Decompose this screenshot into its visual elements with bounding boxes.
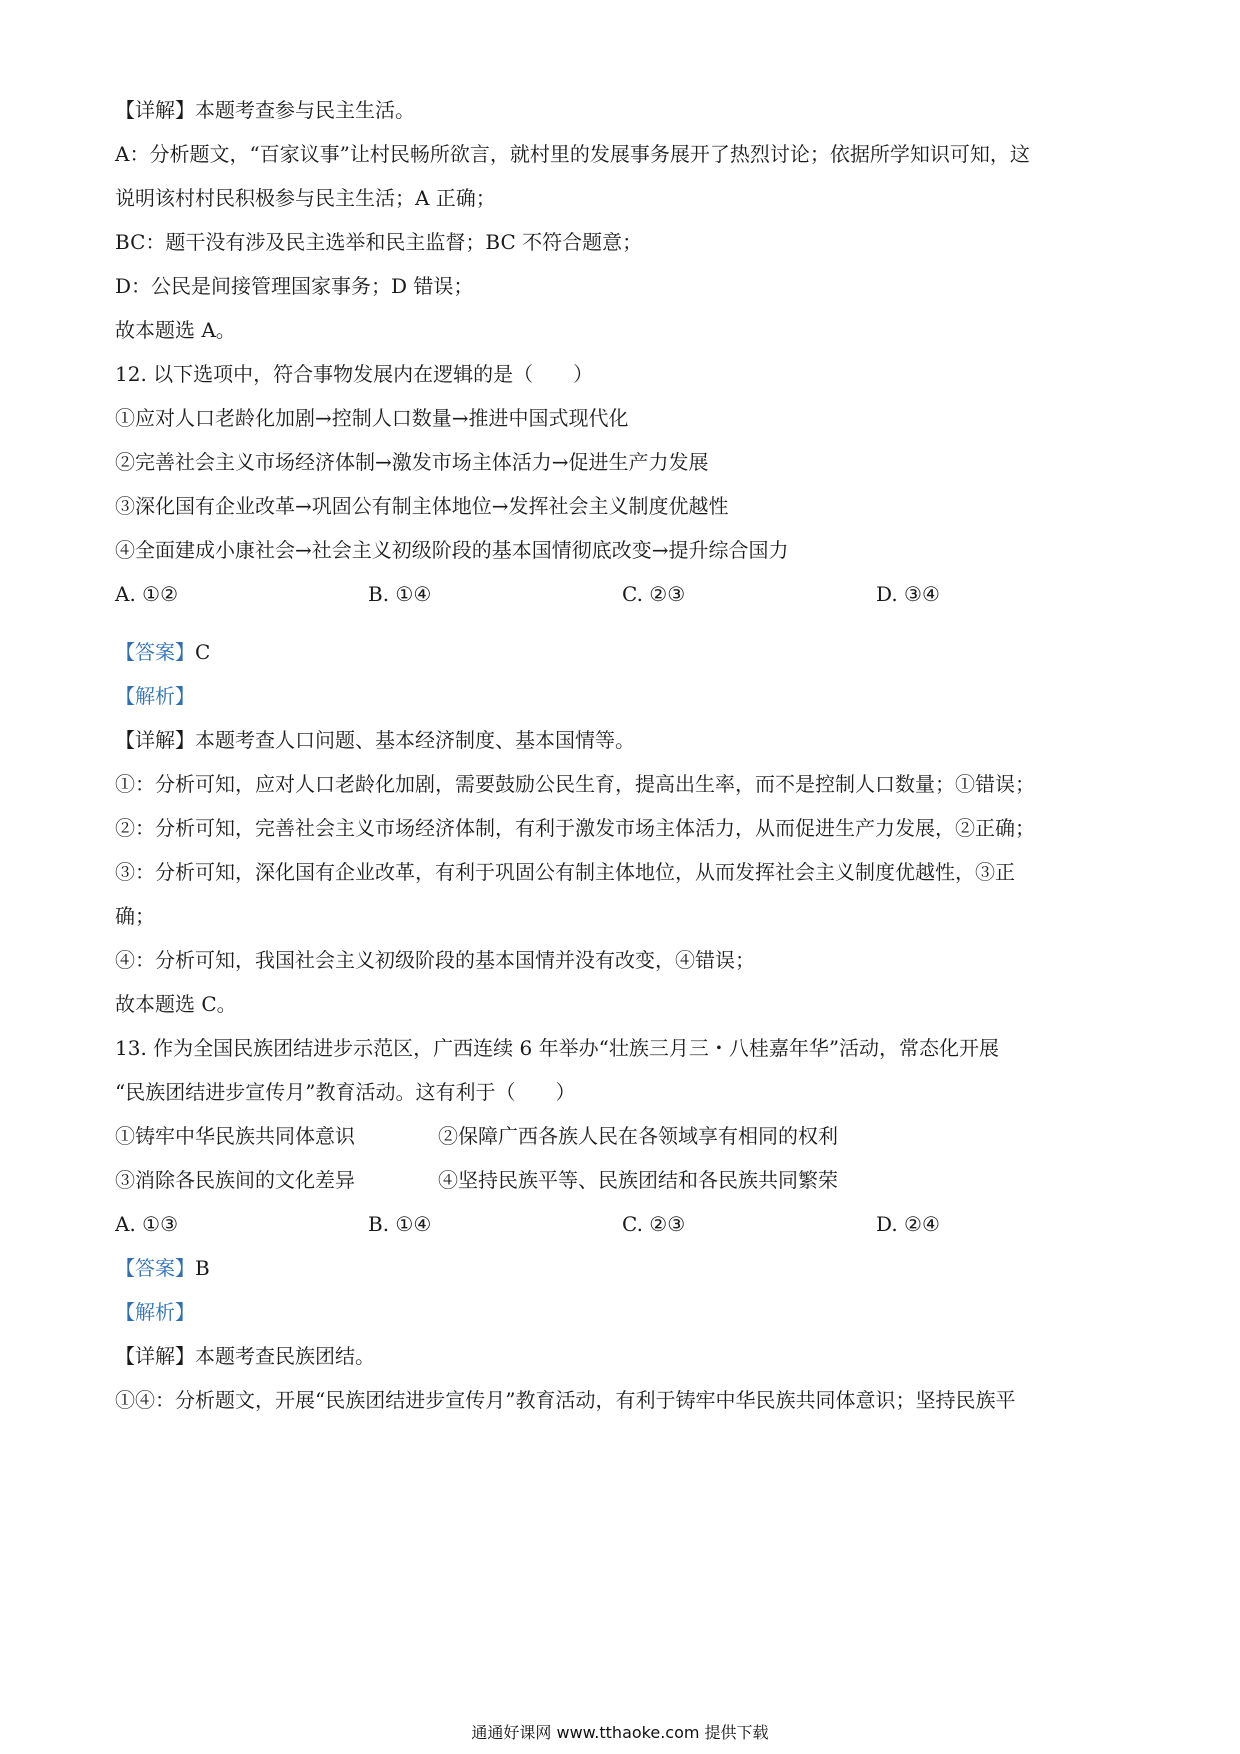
page-footer: 通通好课网 www.tthaoke.com 提供下载 <box>471 1723 769 1742</box>
option-a: A. ①② <box>115 582 179 606</box>
question-item: ③深化国有企业改革→巩固公有制主体地位→发挥社会主义制度优越性 <box>115 494 729 518</box>
explanation-line: 说明该村村民积极参与民主生活；A 正确； <box>115 186 496 210</box>
explanation-line: ②：分析可知，完善社会主义市场经济体制，有利于激发市场主体活力，从而促进生产力发展，②正确； <box>115 816 1035 840</box>
detail-line: 【详解】本题考查参与民主生活。 <box>115 98 415 122</box>
question-12-stem: 12. 以下选项中，符合事物发展内在逻辑的是（ ） <box>115 362 594 386</box>
answer-label: 【答案】 <box>115 640 195 664</box>
analysis-label: 【解析】 <box>115 684 195 708</box>
conclusion-line: 故本题选 C。 <box>115 992 237 1016</box>
option-c: C. ②③ <box>622 582 686 606</box>
question-13-stem: “民族团结进步宣传月”教育活动。这有利于（ ） <box>115 1080 576 1104</box>
explanation-line: BC：题干没有涉及民主选举和民主监督；BC 不符合题意； <box>115 230 643 254</box>
answer-line <box>115 638 210 666</box>
question-item: ③消除各民族间的文化差异 <box>115 1168 355 1192</box>
question-item: ④全面建成小康社会→社会主义初级阶段的基本国情彻底改变→提升综合国力 <box>115 538 789 562</box>
option-d: D. ③④ <box>876 582 940 606</box>
explanation-line: ①：分析可知，应对人口老龄化加剧，需要鼓励公民生育，提高出生率，而不是控制人口数量；①错误； <box>115 772 1035 796</box>
question-item: ②完善社会主义市场经济体制→激发市场主体活力→促进生产力发展 <box>115 450 709 474</box>
detail-line: 【详解】本题考查人口问题、基本经济制度、基本国情等。 <box>115 728 635 752</box>
explanation-line: ①④：分析题文，开展“民族团结进步宣传月”教育活动，有利于铸牢中华民族共同体意识；坚持民族平 <box>115 1388 1016 1412</box>
conclusion-line: 故本题选 A。 <box>115 318 236 342</box>
answer-value: C <box>195 640 211 664</box>
explanation-line: A：分析题文，“百家议事”让村民畅所欲言，就村里的发展事务展开了热烈讨论；依据所学知识可知，这 <box>115 142 1030 166</box>
answer-line <box>115 1254 210 1282</box>
explanation-line: ④：分析可知，我国社会主义初级阶段的基本国情并没有改变，④错误； <box>115 948 755 972</box>
question-item: ①铸牢中华民族共同体意识 <box>115 1124 355 1148</box>
explanation-line: 确； <box>115 904 155 928</box>
option-b: B. ①④ <box>368 582 432 606</box>
question-item: ①应对人口老龄化加剧→控制人口数量→推进中国式现代化 <box>115 406 629 430</box>
question-13-stem: 13. 作为全国民族团结进步示范区，广西连续 6 年举办“壮族三月三・八桂嘉年华”活动，常态化开展 <box>115 1036 1000 1060</box>
option-c: C. ②③ <box>622 1212 686 1236</box>
answer-label: 【答案】 <box>115 1256 195 1280</box>
explanation-line: ③：分析可知，深化国有企业改革，有利于巩固公有制主体地位，从而发挥社会主义制度优越性，③正 <box>115 860 1015 884</box>
option-a: A. ①③ <box>115 1212 179 1236</box>
question-item: ②保障广西各族人民在各领域享有相同的权利 <box>438 1124 838 1148</box>
analysis-label: 【解析】 <box>115 1300 195 1324</box>
explanation-line: D：公民是间接管理国家事务；D 错误； <box>115 274 474 298</box>
answer-value: B <box>195 1256 210 1280</box>
detail-line: 【详解】本题考查民族团结。 <box>115 1344 375 1368</box>
question-item: ④坚持民族平等、民族团结和各民族共同繁荣 <box>438 1168 838 1192</box>
option-b: B. ①④ <box>368 1212 432 1236</box>
option-d: D. ②④ <box>876 1212 940 1236</box>
